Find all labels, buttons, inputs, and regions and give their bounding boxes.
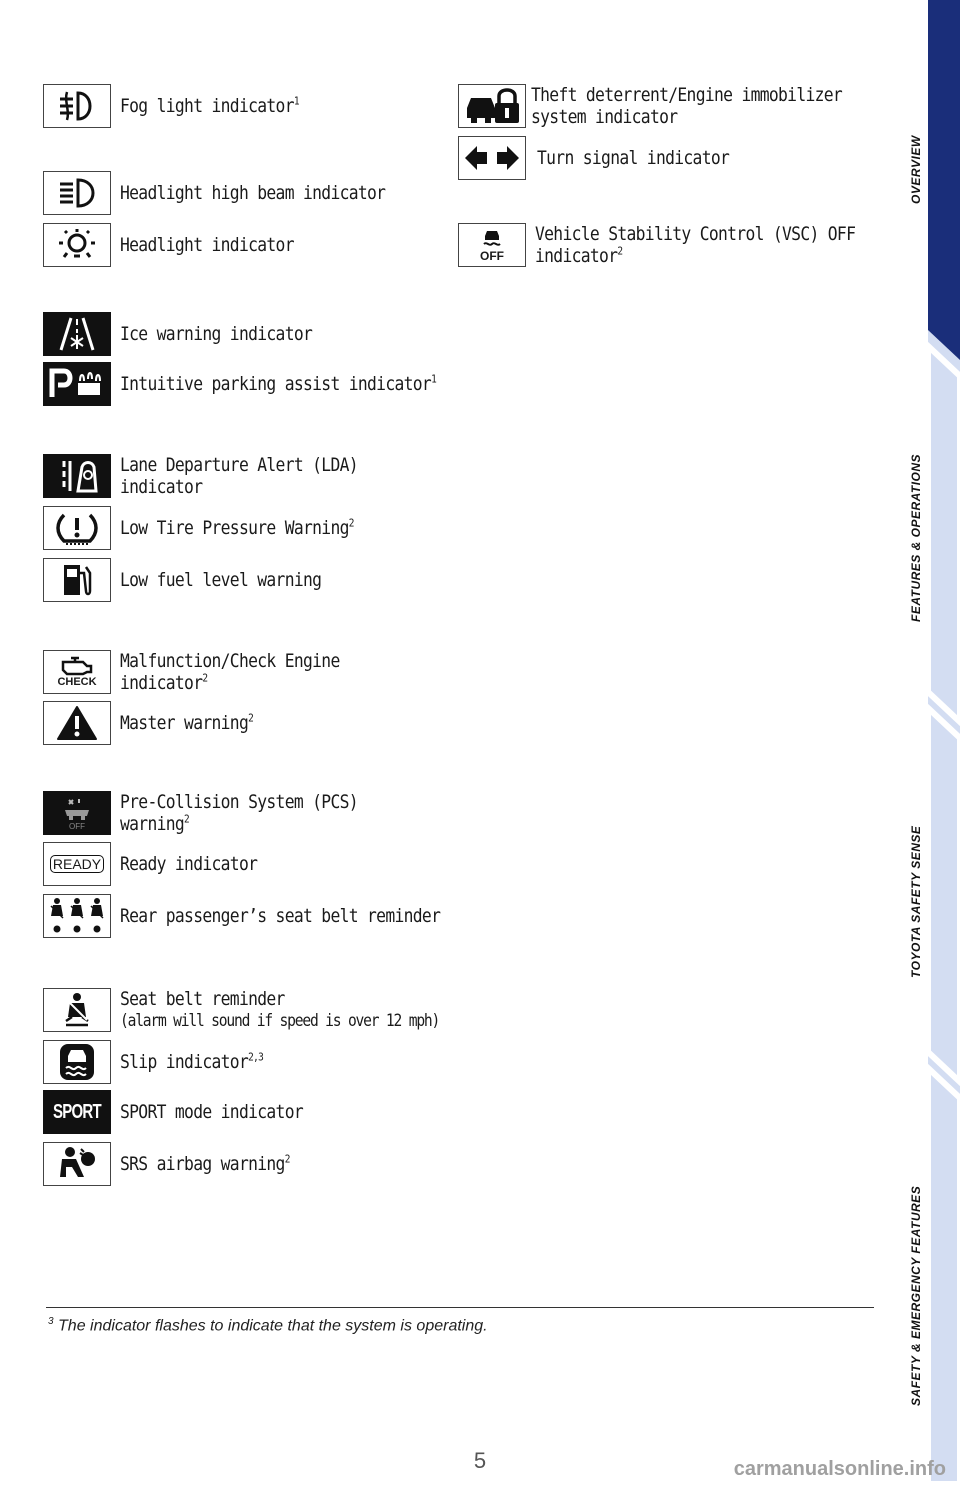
item-label: Ready indicator <box>120 853 258 875</box>
headlight-icon <box>43 223 111 267</box>
check-engine-icon: CHECK <box>43 650 111 694</box>
footnote: $^3$ The indicator flashes to indicate that the system is operating. <box>48 1316 488 1335</box>
page-number: 5 <box>473 1448 487 1473</box>
item-label: SRS airbag warning$^2$ <box>120 1152 290 1175</box>
seatbelt-icon <box>43 988 111 1032</box>
list-item <box>43 312 343 356</box>
list-item <box>43 894 492 938</box>
item-label: Fog light indicator$^1$ <box>120 94 299 117</box>
parking-assist-icon <box>43 362 111 406</box>
item-label: Lane Departure Alert (LDA) indicator <box>120 454 358 498</box>
item-label: Low Tire Pressure Warning$^2$ <box>120 516 354 539</box>
ready-icon: READY <box>43 842 111 886</box>
item-label: Intuitive parking assist indicator$^1$ <box>120 372 437 395</box>
tab-features-operations[interactable]: FEATURES & OPERATIONS <box>909 453 923 622</box>
list-item <box>43 701 275 745</box>
list-item <box>43 84 328 128</box>
list-item <box>43 650 375 694</box>
list-item <box>43 1142 317 1186</box>
list-item <box>43 362 488 406</box>
item-label: Rear passenger’s seat belt reminder <box>120 905 441 927</box>
fog-light-icon <box>43 84 111 128</box>
master-warning-icon <box>43 701 111 745</box>
slip-icon <box>43 1040 111 1084</box>
tab-toyota-safety-sense[interactable]: TOYOTA SAFETY SENSE <box>909 825 923 978</box>
item-label: Theft deterrent/Engine immobilizer system indicator <box>531 84 843 128</box>
list-item <box>43 791 397 835</box>
item-label: Ice warning indicator <box>120 323 313 345</box>
sport-mode-icon: SPORT <box>43 1090 111 1134</box>
fuel-pump-icon <box>43 558 111 602</box>
item-label: Low fuel level warning <box>120 569 322 591</box>
list-item <box>43 223 322 267</box>
item-label: SPORT mode indicator <box>120 1101 303 1123</box>
item-label: Pre-Collision System (PCS) warning$^2$ <box>120 791 358 835</box>
list-item <box>43 171 429 215</box>
item-label: Slip indicator$^{2,3}$ <box>120 1050 264 1073</box>
list-item <box>43 1090 333 1134</box>
rear-seatbelt-icon <box>43 894 111 938</box>
list-item <box>43 454 397 498</box>
theft-deterrent-icon <box>458 84 526 128</box>
tire-pressure-icon <box>43 506 111 550</box>
list-item <box>43 558 354 602</box>
srs-airbag-icon <box>43 1142 111 1186</box>
list-item <box>458 223 907 267</box>
item-label: Vehicle Stability Control (VSC) OFF indicator$^2$ <box>535 223 856 267</box>
ice-warning-icon <box>43 312 111 356</box>
tab-safety-emergency[interactable]: SAFETY & EMERGENCY FEATURES <box>909 1185 923 1406</box>
vsc-off-icon: OFF <box>458 223 526 267</box>
high-beam-icon <box>43 171 111 215</box>
turn-signal-icon <box>458 136 526 180</box>
sidebar-nav <box>928 0 960 1484</box>
item-label: Seat belt reminder (alarm will sound if speed is over 12 mph) <box>120 988 440 1031</box>
list-item <box>43 988 491 1032</box>
list-item <box>458 84 893 128</box>
pre-collision-icon: OFF <box>43 791 111 835</box>
list-item <box>43 1040 286 1084</box>
footnote-rule <box>46 1307 874 1308</box>
tab-overview[interactable]: OVERVIEW <box>909 135 923 204</box>
watermark: carmanualsonline.info <box>733 1458 946 1480</box>
list-item <box>43 506 392 550</box>
list-item <box>43 842 280 886</box>
item-label: Headlight high beam indicator <box>120 182 386 204</box>
lane-departure-icon <box>43 454 111 498</box>
item-label: Malfunction/Check Engine indicator$^2$ <box>120 650 340 694</box>
item-label: Headlight indicator <box>120 234 294 256</box>
list-item <box>458 136 760 180</box>
item-label: Turn signal indicator <box>537 147 730 169</box>
sidebar-tabs-shape <box>928 0 960 1484</box>
item-label: Master warning$^2$ <box>120 711 254 734</box>
